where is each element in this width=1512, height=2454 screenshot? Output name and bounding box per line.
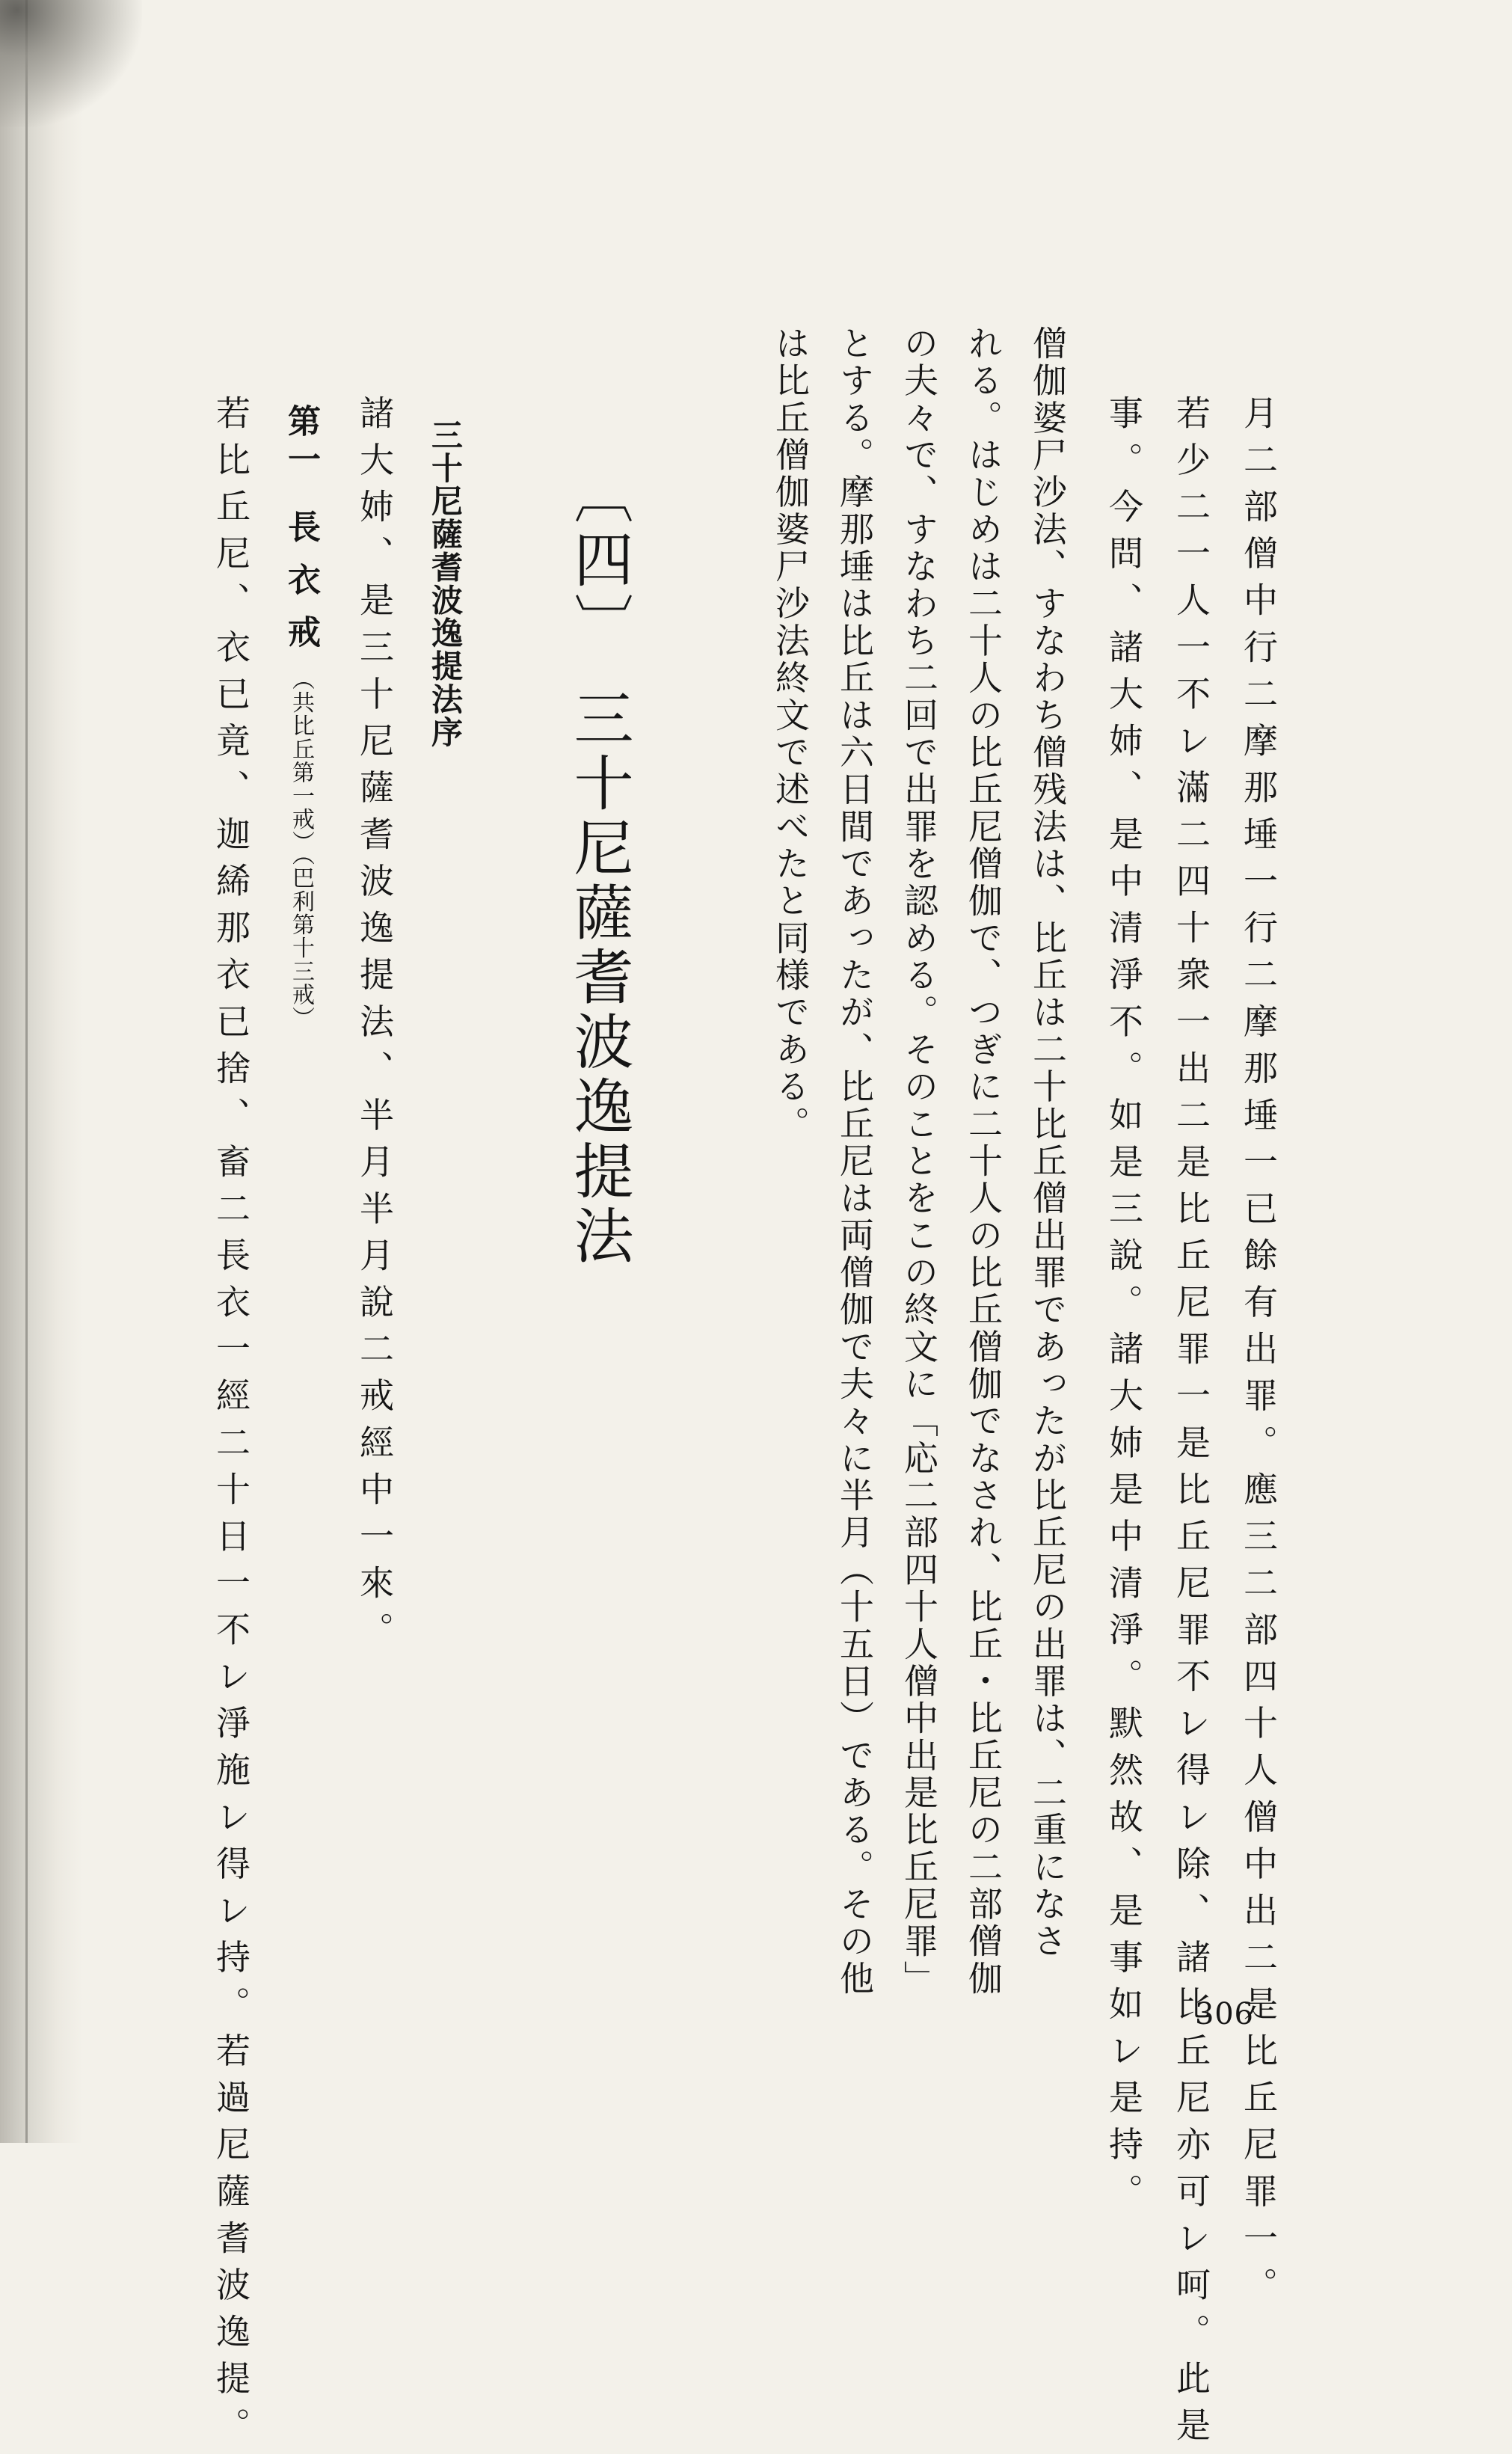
commentary-line-4: とする。摩那埵は比丘は六日間であったが、比丘尼は両僧伽で夫々に半月（十五日）である。その他 xyxy=(835,325,875,1998)
kanbun-line-3: 事。今問、諸大姉、是中清淨不。如是三說。諸大姉是中清淨。默然故、是事如レ是持。 xyxy=(1104,395,1144,2220)
kanbun-line-2: 若少二一人一不レ滿二四十衆一出二是比丘尼罪一是比丘尼罪不レ得レ除、諸比丘尼亦可レ呵。此是 xyxy=(1171,395,1211,2454)
rule-heading xyxy=(282,404,320,1030)
rule-ref-pali: （巴利第十三戒） xyxy=(288,854,314,1030)
section-number: 〔四〕 xyxy=(564,464,633,658)
preface-text: 諸大姉、是三十尼薩耆波逸提法、半月半月說二戒經中一來。 xyxy=(354,395,395,1659)
rule-ref-common: （共比丘第一戒） xyxy=(288,667,314,855)
commentary-line-3: の夫々で、すなわち二回で出罪を認める。そのことをこの終文に「応二部四十人僧中出是比丘尼罪」 xyxy=(899,325,939,1998)
preface-heading: 三十尼薩耆波逸提法序 xyxy=(427,419,464,749)
section-title xyxy=(564,464,633,1269)
corner-smudge xyxy=(0,0,142,127)
rule-label: 第一 xyxy=(282,404,320,480)
binding-shadow xyxy=(0,0,82,2143)
rule-text: 若比丘尼、衣已竟、迦絺那衣已捨、畜二長衣一經二十日一不レ淨施レ得レ持。若過尼薩耆波逸提。 xyxy=(211,395,251,2454)
page-number: 306 xyxy=(1195,1997,1254,2031)
rule-name: 長衣戒 xyxy=(282,509,320,668)
commentary-line-5: は比丘僧伽婆尸沙法終文で述べたと同様である。 xyxy=(770,325,811,1143)
section-title-text: 三十尼薩耆波逸提法 xyxy=(564,687,633,1269)
commentary-line-2: れる。はじめは二十人の比丘尼僧伽で、つぎに二十人の比丘僧伽でなされ、比丘・比丘尼の二部僧伽 xyxy=(963,325,1004,1998)
kanbun-line-1: 月二部僧中行二摩那埵一行二摩那埵一已餘有出罪。應三二部四十人僧中出二是比丘尼罪一。 xyxy=(1238,395,1279,2313)
commentary-line-1: 僧伽婆尸沙法、すなわち僧残法は、比丘は二十比丘僧出罪であったが比丘尼の出罪は、二重になさ xyxy=(1027,325,1068,1960)
binding-edge xyxy=(25,0,28,2143)
